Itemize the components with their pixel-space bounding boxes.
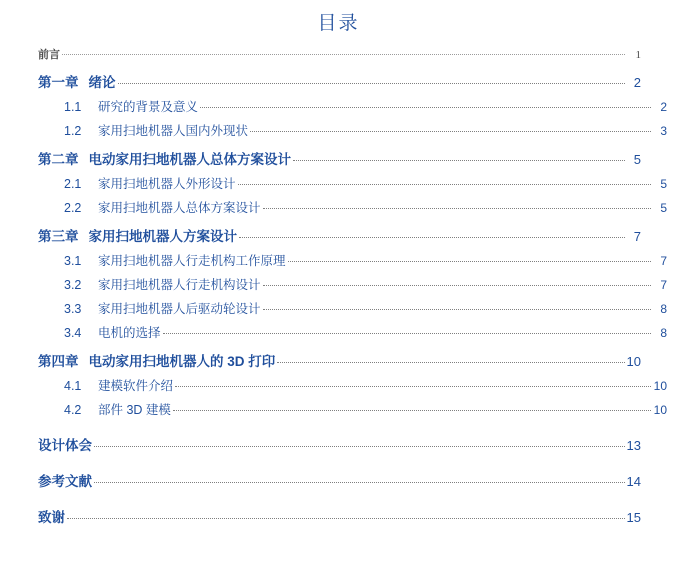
toc-entry-section-3-1[interactable]	[38, 251, 667, 269]
toc-entry-text: 家用扫地机器人行走机构设计	[98, 278, 261, 292]
toc-leader	[277, 352, 624, 363]
toc-entry-number: 4.1	[64, 379, 82, 393]
toc-entry-section-1-2[interactable]	[38, 121, 667, 139]
table-of-contents	[38, 45, 667, 526]
toc-entry-text: 家用扫地机器人国内外现状	[98, 124, 249, 138]
toc-entry-number: 2.2	[64, 201, 82, 215]
toc-entry-page: 10	[653, 379, 667, 393]
toc-leader	[263, 300, 651, 310]
toc-entry-number: 1.2	[64, 124, 82, 138]
toc-entry-number: 第三章	[38, 229, 79, 244]
toc-entry-label	[64, 121, 248, 139]
toc-entry-page: 7	[660, 254, 667, 268]
toc-entry-text: 家用扫地机器人外形设计	[98, 177, 236, 191]
toc-entry-chapter-4[interactable]	[38, 350, 641, 370]
toc-entry-label	[64, 251, 286, 269]
toc-entry-text: 电动家用扫地机器人的 3D 打印	[88, 354, 276, 369]
toc-entry-page: 10	[653, 403, 667, 417]
toc-entry-chapter-3[interactable]	[38, 225, 641, 245]
toc-entry-page: 2	[633, 75, 641, 90]
toc-entry-text: 家用扫地机器人行走机构工作原理	[98, 254, 286, 268]
toc-entry-page: 14	[626, 474, 641, 489]
toc-leader	[118, 73, 626, 84]
toc-entry-number: 1.1	[64, 100, 82, 114]
toc-leader	[250, 122, 651, 132]
toc-entry-label	[38, 148, 291, 168]
toc-entry-label: 设计体会	[38, 438, 92, 453]
toc-entry-section-3-3[interactable]	[38, 299, 667, 317]
toc-entry-page: 10	[626, 354, 641, 369]
toc-leader	[67, 508, 625, 519]
toc-entry-number: 第一章	[38, 75, 79, 90]
toc-leader	[94, 436, 625, 447]
toc-entry-page: 1	[635, 49, 641, 61]
toc-entry-acknowledgements[interactable]	[38, 506, 641, 526]
toc-entry-number: 2.1	[64, 177, 82, 191]
toc-entry-number: 第四章	[38, 354, 79, 369]
toc-entry-label	[64, 299, 261, 317]
toc-entry-page: 5	[633, 152, 641, 167]
toc-entry-page: 13	[626, 438, 641, 453]
toc-entry-text: 电机的选择	[98, 326, 161, 340]
toc-entry-section-3-2[interactable]	[38, 275, 667, 293]
toc-entry-label	[64, 400, 171, 418]
toc-entry-page: 5	[660, 177, 667, 191]
toc-entry-label	[64, 97, 198, 115]
toc-entry-section-1-1[interactable]	[38, 97, 667, 115]
toc-entry-label	[38, 225, 237, 245]
toc-entry-number: 3.1	[64, 254, 82, 268]
toc-entry-text: 建模软件介绍	[98, 379, 174, 393]
toc-leader	[163, 324, 651, 334]
toc-entry-text: 部件 3D 建模	[98, 403, 171, 417]
toc-entry-chapter-2[interactable]	[38, 148, 641, 168]
toc-entry-page: 8	[660, 302, 667, 316]
toc-entry-page: 5	[660, 201, 667, 215]
toc-leader	[62, 42, 625, 55]
toc-entry-text: 家用扫地机器人方案设计	[88, 229, 237, 244]
toc-entry-front-matter[interactable]	[38, 45, 641, 62]
toc-entry-label	[64, 198, 261, 216]
toc-entry-number: 4.2	[64, 403, 82, 417]
toc-entry-section-2-2[interactable]	[38, 198, 667, 216]
toc-leader	[263, 276, 651, 286]
toc-entry-text: 家用扫地机器人后驱动轮设计	[98, 302, 261, 316]
toc-entry-number: 3.2	[64, 278, 82, 292]
toc-entry-page: 7	[660, 278, 667, 292]
toc-entry-label: 前言	[38, 49, 60, 61]
toc-leader	[293, 150, 625, 161]
toc-entry-chapter-1[interactable]	[38, 71, 641, 91]
toc-entry-number: 3.4	[64, 326, 82, 340]
toc-entry-label	[64, 275, 261, 293]
toc-entry-text: 研究的背景及意义	[98, 100, 199, 114]
toc-entry-label	[64, 323, 161, 341]
toc-entry-page: 7	[633, 229, 641, 244]
toc-entry-page: 2	[660, 100, 667, 114]
toc-entry-section-2-1[interactable]	[38, 174, 667, 192]
toc-entry-label	[64, 376, 173, 394]
toc-leader	[175, 377, 651, 387]
toc-leader	[238, 175, 651, 185]
toc-entry-label	[38, 350, 275, 370]
toc-entry-number: 第二章	[38, 152, 79, 167]
page-title: 目录	[317, 13, 360, 34]
toc-entry-section-3-4[interactable]	[38, 323, 667, 341]
toc-entry-text: 家用扫地机器人总体方案设计	[98, 201, 261, 215]
toc-entry-section-4-1[interactable]	[38, 376, 667, 394]
toc-leader	[200, 98, 651, 108]
toc-leader	[288, 252, 651, 262]
toc-entry-section-4-2[interactable]	[38, 400, 667, 418]
toc-entry-label	[64, 174, 236, 192]
toc-entry-number: 3.3	[64, 302, 82, 316]
toc-leader	[94, 472, 625, 483]
toc-entry-design-reflection[interactable]	[38, 434, 641, 454]
toc-entry-label	[38, 71, 116, 91]
toc-entry-text: 绪论	[88, 75, 116, 90]
toc-entry-page: 15	[626, 510, 641, 525]
toc-entry-page: 3	[660, 124, 667, 138]
toc-entry-label: 参考文献	[38, 474, 92, 489]
toc-entry-page: 8	[660, 326, 667, 340]
toc-leader	[263, 199, 651, 209]
toc-entry-text: 电动家用扫地机器人总体方案设计	[88, 152, 291, 167]
toc-entry-references[interactable]	[38, 470, 641, 490]
toc-entry-label: 致谢	[38, 510, 65, 525]
toc-leader	[239, 227, 625, 238]
toc-leader	[173, 401, 651, 411]
